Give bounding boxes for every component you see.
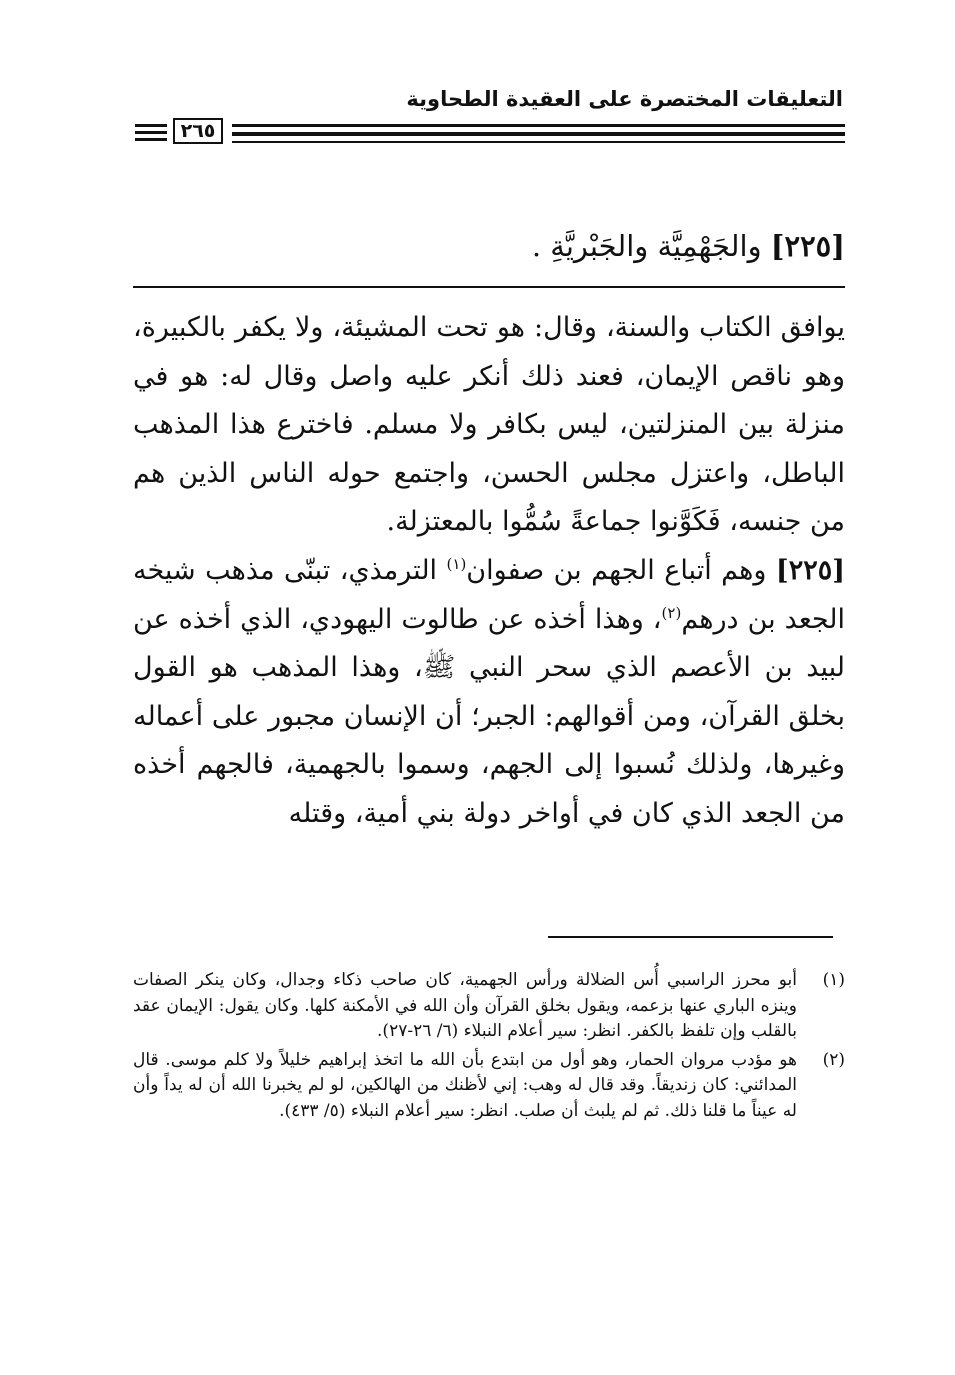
header-rule bbox=[232, 132, 845, 136]
quote-text: والجَهْمِيَّة والجَبْريَّةِ . bbox=[531, 229, 762, 263]
footnote-text: هو مؤدب مروان الحمار، وهو أول من ابتدع بأن الله ما اتخذ إبراهيم خليلاً ولا كلم موسى. قال المدائني: كان زنديقاً. وقد قال له وهب: إني لأظنك من الهالكين، لو لم يخبرنا الله أن له يداً وأن له عيناً ما قلنا ذلك. ثم لم يلبث أن صلب. انظر: سير أعلام النبلاء (٥/ ٤٣٣). bbox=[133, 1049, 797, 1121]
footnote-ref[interactable]: (٢) bbox=[661, 603, 682, 622]
header-rule bbox=[232, 124, 845, 127]
footnotes bbox=[133, 968, 845, 1127]
paragraph-number: [٢٢٥] bbox=[775, 554, 845, 586]
header-ornament bbox=[135, 124, 167, 145]
paragraph bbox=[133, 547, 845, 839]
footnote-number: (١) bbox=[822, 970, 845, 990]
paragraph-text: وهم أتباع الجهم بن صفوان bbox=[466, 554, 767, 586]
quote-number: [٢٢٥] bbox=[770, 229, 845, 263]
matn-quote bbox=[125, 224, 845, 268]
footnote bbox=[133, 968, 845, 1045]
footnote-ref[interactable]: (١) bbox=[446, 554, 467, 573]
paragraph-text: الترمذي، تبنّى مذهب شيخه الجعد بن درهم bbox=[133, 554, 846, 635]
footnote-number: (٢) bbox=[822, 1049, 845, 1070]
footnote-divider bbox=[548, 936, 833, 938]
page-number: ٢٦٥ bbox=[173, 118, 223, 144]
running-title: التعليقات المختصرة على العقيدة الطحاوية bbox=[406, 87, 843, 111]
paragraph: يوافق الكتاب والسنة، وقال: هو تحت المشيئة، ولا يكفر بالكبيرة، وهو ناقص الإيمان، فعند ذلك أنكر عليه واصل وقال له: هو في منزلة بين المنزلتين، ليس بكافر ولا مسلم. فاخترع هذا المذهب الباطل، واعتزل مجلس الحسن، واجتمع حوله الناس الذين هم من جنسه، فَكَوَّنوا جماعةً سُمُّوا بالمعتزلة. bbox=[133, 312, 845, 538]
header-rule bbox=[232, 141, 845, 143]
quote-divider bbox=[133, 286, 845, 288]
paragraph-text: ، وهذا أخذه عن طالوت اليهودي، الذي أخذه عن لبيد بن الأعصم الذي سحر النبي ﷺ، وهذا المذهب هو القول بخلق القرآن، ومن أقوالهم: الجبر؛ أن الإنسان مجبور على أعماله وغيرها، ولذلك نُسبوا إلى الجهم، وسموا بالجهمية، فالجهم أخذه من الجعد الذي كان في أواخر دولة بني أمية، وقتله bbox=[133, 603, 845, 829]
footnote bbox=[133, 1048, 845, 1125]
footnote-text: أبو محرز الراسبي أُس الضلالة ورأس الجهمية، كان صاحب ذكاء وجدال، وكان ينكر الصفات وينزه الباري عنها بزعمه، ويقول بخلق القرآن وأن الله في الأمكنة كلها. وكان يقول: الإيمان عقد بالقلب وإن تلفظ بالكفر. انظر: سير أعلام النبلاء (٦/ ٢٦-٢٧). bbox=[133, 970, 797, 1041]
commentary-text bbox=[133, 304, 845, 839]
